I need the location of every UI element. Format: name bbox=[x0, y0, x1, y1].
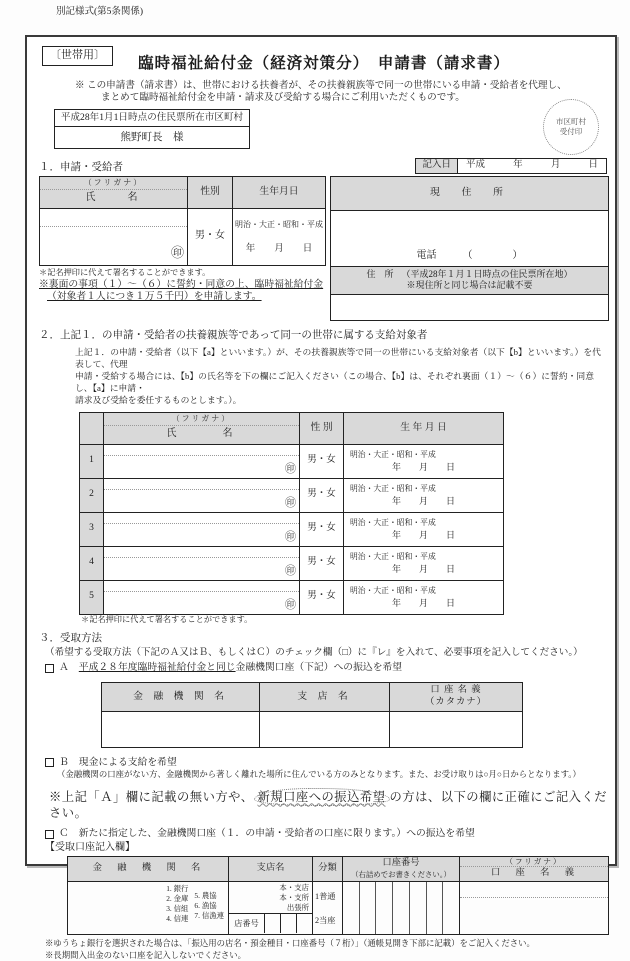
dependent-row bbox=[80, 546, 504, 580]
account-holder-header bbox=[460, 856, 609, 881]
account-table-footnotes bbox=[45, 938, 609, 961]
addressee-mayor-name: 熊野町長 様 bbox=[120, 132, 184, 144]
yucho-footnote: ※ゆうちょ銀行を選択された場合は、「振込用の店名・預金種目・口座番号（７桁）」（通帳見開き下部に記載）をご記入ください。 bbox=[45, 938, 535, 948]
branch-option[interactable]: 出張所 bbox=[286, 902, 309, 912]
dependent-sex-select[interactable]: 男・女 bbox=[300, 478, 344, 512]
account-holder-line1: 口 座 名 義 bbox=[430, 685, 482, 696]
row-number: 5 bbox=[80, 580, 104, 614]
account-number-digit-box[interactable] bbox=[393, 882, 410, 934]
account-number-digit-box[interactable] bbox=[443, 882, 459, 934]
ymd-placeholder[interactable]: 年 月 日 bbox=[391, 530, 455, 541]
municipality-receipt-stamp-circle bbox=[543, 99, 599, 155]
dependent-sex-select[interactable]: 男・女 bbox=[300, 512, 344, 546]
dependent-dob-input[interactable] bbox=[344, 478, 504, 512]
bank-name-header: 金 融 機 関 名 bbox=[68, 856, 229, 881]
option-c-label: Ｃ bbox=[59, 828, 69, 840]
ymd-placeholder[interactable]: 年 月 日 bbox=[245, 243, 313, 254]
dependent-row bbox=[80, 512, 504, 546]
phone-input[interactable]: （ ） bbox=[462, 249, 523, 261]
name-column-header bbox=[40, 177, 188, 209]
dependent-dob-input[interactable] bbox=[344, 444, 504, 478]
account-type-option[interactable]: 2当座 bbox=[315, 915, 336, 925]
section3-heading: ３．受取方法 bbox=[39, 633, 102, 645]
dependent-dob-input[interactable] bbox=[344, 546, 504, 580]
stamp-line2: 受付印 bbox=[559, 127, 583, 136]
option-a-account-table bbox=[101, 682, 523, 747]
account-number-digit-box[interactable] bbox=[427, 882, 444, 934]
seal-mark: ㊞ bbox=[285, 599, 296, 612]
dependent-sex-select[interactable]: 男・女 bbox=[300, 444, 344, 478]
holder-name-write-area[interactable] bbox=[460, 898, 608, 933]
current-address-input[interactable] bbox=[331, 211, 609, 267]
section2-para-line1: 上記１．の申請・受給者（以下【a】といいます。）が、その扶養親族等で同一の世帯にいる支給対象者（以下【b】といいます。）を代表して、代理 bbox=[75, 346, 601, 369]
signature-footnote: ＊記名押印に代えて署名することができます。 bbox=[81, 614, 253, 624]
dob-column-header: 生 年 月 日 bbox=[344, 413, 504, 445]
option-a-row bbox=[45, 662, 609, 674]
account-holder-header bbox=[390, 683, 523, 711]
seal-mark: ㊞ bbox=[170, 245, 184, 261]
intro-note-line2: まとめて臨時福祉給付金を申請・請求及び受給する場合にご利用いただくものです。 bbox=[101, 92, 465, 104]
entry-date-field[interactable] bbox=[415, 158, 607, 174]
entry-date-day: 日 bbox=[588, 160, 598, 171]
registered-address-note: （平成28年１月１日時点の住民票所在地） bbox=[401, 269, 573, 280]
account-type-select[interactable] bbox=[313, 881, 343, 934]
ymd-placeholder[interactable]: 年 月 日 bbox=[391, 462, 455, 473]
dependent-row bbox=[80, 478, 504, 512]
dependent-name-input[interactable] bbox=[104, 444, 300, 478]
ymd-placeholder[interactable]: 年 月 日 bbox=[391, 564, 455, 575]
bank-option[interactable]: 3. 信組 bbox=[166, 903, 189, 913]
branch-option[interactable]: 本・支店 bbox=[279, 883, 309, 893]
bank-option[interactable]: 6. 漁協 bbox=[194, 900, 217, 910]
branch-number-label: 店番号 bbox=[229, 914, 265, 933]
branch-name-header: 支 店 名 bbox=[260, 683, 390, 711]
registered-address-label: 住 所 bbox=[366, 269, 394, 280]
dependent-name-input[interactable] bbox=[104, 512, 300, 546]
account-holder-line2: （カタカナ） bbox=[425, 697, 487, 708]
dormant-account-footnote: ※長期間入出金のない口座を記入しないでください。 bbox=[45, 950, 246, 960]
branch-number-box[interactable] bbox=[265, 914, 281, 933]
bank-option[interactable]: 7. 信漁連 bbox=[194, 910, 224, 920]
section1-heading: １．申請・受給者 bbox=[39, 161, 123, 173]
seal-mark: ㊞ bbox=[285, 565, 296, 578]
bank-name-header: 金 融 機 関 名 bbox=[102, 683, 260, 711]
new-account-notice bbox=[49, 790, 609, 821]
registered-address-input[interactable] bbox=[331, 294, 609, 320]
addressee-box bbox=[54, 109, 250, 149]
branch-name-input[interactable] bbox=[229, 881, 313, 934]
household-tag: 〔世帯用〕 bbox=[42, 46, 113, 66]
registered-address-header bbox=[331, 267, 609, 295]
notice-pre: ※上記「Ａ」欄に記載の無い方や、 bbox=[49, 790, 254, 805]
applicant-table bbox=[39, 176, 609, 321]
account-number-note: （右詰めでお書きください。） bbox=[351, 870, 451, 880]
pledge-line1: ※裏面の事項（１）～（６）に誓約・同意の上、臨時福祉給付金 bbox=[39, 278, 324, 290]
dependent-name-input[interactable] bbox=[104, 580, 300, 614]
account-number-digit-box[interactable] bbox=[410, 882, 427, 934]
account-holder-input[interactable] bbox=[460, 881, 609, 934]
entry-date-month: 月 bbox=[550, 160, 561, 171]
era-options[interactable]: 明治・大正・昭和・平成 bbox=[350, 450, 436, 460]
dependent-sex-select[interactable]: 男・女 bbox=[300, 580, 344, 614]
name-label: 氏 名 bbox=[166, 428, 237, 440]
account-box-title: 【受取口座記入欄】 bbox=[45, 842, 135, 854]
bank-name-input[interactable] bbox=[102, 711, 260, 747]
era-options[interactable]: 明治・大正・昭和・平成 bbox=[235, 219, 323, 229]
account-number-input[interactable] bbox=[343, 881, 460, 934]
bank-option[interactable]: 5. 農協 bbox=[194, 890, 217, 900]
pledge-statement bbox=[39, 279, 331, 303]
entry-date-era: 平成 bbox=[466, 160, 486, 171]
dependent-dob-input[interactable] bbox=[344, 512, 504, 546]
form-code: 別記様式(第5条関係) bbox=[56, 7, 144, 17]
account-number-digit-box[interactable] bbox=[376, 882, 393, 934]
option-b-text: 現金による支給を希望 bbox=[78, 756, 177, 768]
section2-heading: ２．上記１．の申請・受給者の扶養親族等であって同一の世帯に属する支給対象者 bbox=[39, 329, 428, 341]
row-number-header bbox=[80, 413, 104, 445]
ymd-placeholder[interactable]: 年 月 日 bbox=[391, 496, 455, 507]
applicant-furigana-input[interactable] bbox=[40, 209, 187, 227]
branch-option[interactable]: 本・支所 bbox=[279, 893, 309, 903]
account-number-digit-box[interactable] bbox=[360, 882, 377, 934]
dependent-dob-input[interactable] bbox=[344, 580, 504, 614]
option-a-checkbox[interactable] bbox=[45, 664, 54, 673]
furigana-label: （フリガナ） bbox=[40, 177, 187, 190]
applicant-sex-select[interactable]: 男・女 bbox=[188, 208, 233, 265]
receiving-account-table bbox=[67, 856, 609, 935]
dependent-row bbox=[80, 580, 504, 614]
bank-name-input[interactable] bbox=[68, 881, 229, 934]
registered-address-note2: ※現住所と同じ場合は記載不要 bbox=[406, 280, 533, 291]
branch-number-box[interactable] bbox=[297, 914, 312, 933]
seal-mark: ㊞ bbox=[285, 531, 296, 544]
holder-furigana-label: （フリガナ） bbox=[460, 857, 608, 867]
option-a-text: 金融機関口座（下記）への振込を希望 bbox=[235, 662, 403, 674]
bank-name-write-area[interactable] bbox=[68, 882, 166, 934]
account-type-header: 分類 bbox=[313, 856, 343, 881]
dependent-furigana-input[interactable] bbox=[104, 445, 299, 456]
row-number: 3 bbox=[80, 512, 104, 546]
option-b-checkbox[interactable] bbox=[45, 758, 54, 767]
entry-date-value[interactable] bbox=[458, 159, 606, 173]
branch-type-options[interactable] bbox=[229, 882, 312, 913]
section2-para-line3: 請求及び受給を委任するものとします。）。 bbox=[75, 395, 242, 406]
current-address-header: 現 住 所 bbox=[331, 177, 609, 211]
bank-type-options[interactable] bbox=[166, 882, 228, 934]
intro-note-line1: ※ この申請書（請求書）は、世帯における扶養者が、その扶養親族等で同一の世帯にいる申請・受給者を代理し、 bbox=[75, 80, 567, 92]
bank-option[interactable]: 1. 銀行 bbox=[166, 883, 189, 893]
dependent-furigana-input[interactable] bbox=[104, 513, 299, 524]
option-b-row bbox=[45, 757, 609, 769]
name-column-header bbox=[104, 413, 300, 445]
dependents-table bbox=[79, 412, 504, 615]
option-b-label: Ｂ bbox=[59, 756, 69, 768]
era-options[interactable]: 明治・大正・昭和・平成 bbox=[350, 552, 436, 562]
ymd-placeholder[interactable]: 年 月 日 bbox=[391, 598, 455, 609]
sex-column-header: 性別 bbox=[188, 177, 233, 209]
pledge-line2: （対象者１人につき１万５千円）を申請します。 bbox=[47, 291, 262, 303]
era-options[interactable]: 明治・大正・昭和・平成 bbox=[350, 586, 436, 596]
section3-instruction: （希望する受取方法（下記のＡ又はＢ、もしくはＣ）のチェック欄（□）に『レ』を入れて、必要事項を記入してください。） bbox=[45, 647, 583, 659]
dependent-furigana-input[interactable] bbox=[104, 547, 299, 558]
dependent-name-input[interactable] bbox=[104, 546, 300, 580]
branch-name-header: 支店名 bbox=[229, 856, 313, 881]
row-number: 2 bbox=[80, 478, 104, 512]
furigana-label: （フリガナ） bbox=[104, 413, 299, 426]
account-number-digit-box[interactable] bbox=[343, 882, 360, 934]
option-a-text-underlined: 平成２８年度臨時福祉給付金と同じ bbox=[78, 662, 236, 674]
name-label: 氏 名 bbox=[85, 192, 142, 204]
era-options[interactable]: 明治・大正・昭和・平成 bbox=[350, 518, 436, 528]
branch-number-box[interactable] bbox=[281, 914, 297, 933]
account-number-header bbox=[343, 856, 460, 881]
holder-furigana-input[interactable] bbox=[460, 882, 608, 898]
option-a-label: Ａ bbox=[59, 662, 69, 674]
addressee-municipality-label: 平成28年1月1日時点の住民票所在市区町村 bbox=[55, 110, 249, 127]
bank-option[interactable]: 2. 金庫 bbox=[166, 893, 189, 903]
account-type-option[interactable]: 1普通 bbox=[315, 891, 336, 901]
stamp-line1: 市区町村 bbox=[556, 116, 586, 126]
intro-note bbox=[75, 80, 609, 104]
dob-column-header: 生年月日 bbox=[233, 177, 326, 209]
entry-date-label: 記入日 bbox=[416, 159, 458, 173]
account-holder-input[interactable] bbox=[390, 711, 523, 747]
applicant-dob-input[interactable] bbox=[233, 208, 326, 265]
dependent-name-input[interactable] bbox=[104, 478, 300, 512]
dependent-furigana-input[interactable] bbox=[104, 479, 299, 490]
era-options[interactable]: 明治・大正・昭和・平成 bbox=[350, 484, 436, 494]
notice-highlight: 新規口座への振込希望 bbox=[254, 788, 390, 806]
row-number: 4 bbox=[80, 546, 104, 580]
branch-name-input[interactable] bbox=[260, 711, 390, 747]
option-c-row bbox=[45, 828, 609, 840]
seal-mark: ㊞ bbox=[285, 497, 296, 510]
dependent-sex-select[interactable]: 男・女 bbox=[300, 546, 344, 580]
row-number: 1 bbox=[80, 444, 104, 478]
seal-mark: ㊞ bbox=[285, 463, 296, 476]
phone-label: 電話 bbox=[416, 249, 437, 261]
notice-post: の方は、以下の欄に正確にご記入ください。 bbox=[49, 790, 608, 820]
holder-name-label: 口 座 名 義 bbox=[490, 868, 578, 879]
entry-date-year: 年 bbox=[513, 160, 523, 171]
signature-footnote: ＊記名押印に代えて署名することができます。 bbox=[39, 267, 211, 277]
option-b-note: （金融機関の口座がない方、金融機関から著しく離れた場所に住んでいる方のみとなります。また、お受け取りは○月○日からとなります。） bbox=[57, 769, 581, 779]
applicant-name-input[interactable] bbox=[40, 208, 188, 265]
bank-option[interactable]: 4. 信連 bbox=[166, 913, 189, 923]
form-title: 臨時福祉給付金（経済対策分） 申請書（請求書） bbox=[138, 54, 510, 72]
application-form-sheet bbox=[25, 35, 617, 960]
dependent-row bbox=[80, 444, 504, 478]
option-c-checkbox[interactable] bbox=[45, 830, 54, 839]
section2-para-line2: 申請・受給する場合には、【b】の氏名等を下の欄にご記入ください（この場合、【b】は、それぞれ裏面（１）～（６）に誓約・同意し、【a】に申請・ bbox=[75, 370, 595, 394]
dependent-furigana-input[interactable] bbox=[104, 581, 299, 592]
option-c-text: 新たに指定した、金融機関口座（１．の申請・受給者の口座に限ります。）への振込を希望 bbox=[78, 828, 475, 840]
sex-column-header: 性 別 bbox=[300, 413, 344, 445]
section2-paragraph bbox=[75, 346, 609, 407]
account-number-label: 口座番号 bbox=[382, 858, 420, 869]
